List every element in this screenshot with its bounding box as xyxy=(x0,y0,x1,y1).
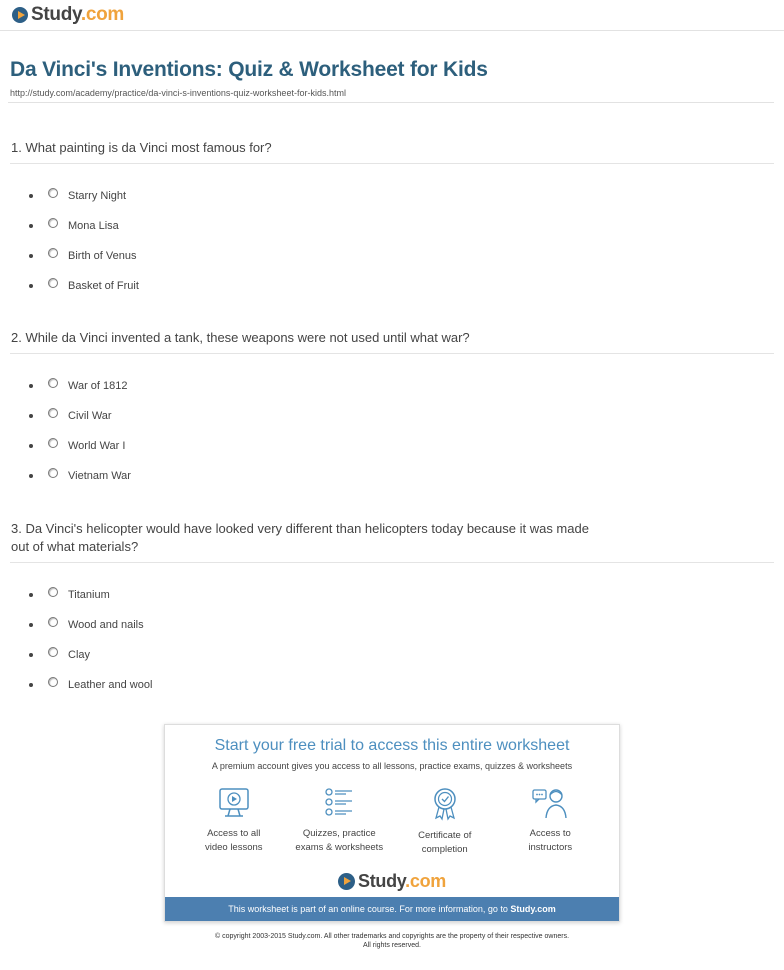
bullet-icon xyxy=(29,683,33,687)
copyright-line-2: All rights reserved. xyxy=(363,942,421,949)
feature-instructors xyxy=(500,787,600,857)
radio-button[interactable] xyxy=(48,378,58,388)
answer-option[interactable] xyxy=(10,640,774,670)
bullet-icon xyxy=(29,414,33,418)
study-logo-icon xyxy=(12,7,28,23)
copyright-notice xyxy=(0,932,784,950)
option-label: World War I xyxy=(68,440,126,452)
answer-option[interactable] xyxy=(10,211,774,241)
bullet-icon xyxy=(29,444,33,448)
option-label: Clay xyxy=(68,649,91,661)
option-label: Birth of Venus xyxy=(68,250,137,262)
radio-button[interactable] xyxy=(48,677,58,687)
option-label: Mona Lisa xyxy=(68,220,119,232)
bullet-icon xyxy=(29,254,33,258)
bullet-icon xyxy=(29,284,33,288)
quiz-list-icon xyxy=(322,787,356,819)
answer-option[interactable] xyxy=(10,371,774,401)
question-text: 1. What painting is da Vinci most famous for? xyxy=(11,140,272,155)
radio-button[interactable] xyxy=(48,468,58,478)
study-logo[interactable] xyxy=(12,4,124,26)
premium-promo-box xyxy=(164,724,620,922)
option-label: Basket of Fruit xyxy=(68,280,139,292)
radio-button[interactable] xyxy=(48,278,58,288)
copyright-line-1: © copyright 2003-2015 Study.com. All other trademarks and copyrights are the property of their respective owners. xyxy=(214,933,570,940)
feature-certificate xyxy=(395,787,495,857)
video-lesson-icon xyxy=(217,787,251,819)
promo-title[interactable]: Start your free trial to access this entire worksheet xyxy=(214,737,570,754)
question-1 xyxy=(10,139,774,301)
radio-button[interactable] xyxy=(48,647,58,657)
instructor-chat-icon xyxy=(531,787,569,819)
question-divider xyxy=(10,353,774,354)
bullet-icon xyxy=(29,474,33,478)
option-label: War of 1812 xyxy=(68,380,128,392)
banner-text: This worksheet is part of an online course. For more information, go to xyxy=(228,904,511,914)
feature-video-lessons xyxy=(184,787,284,857)
answer-options xyxy=(10,580,774,700)
radio-button[interactable] xyxy=(48,218,58,228)
title-divider xyxy=(8,102,774,103)
answer-option[interactable] xyxy=(10,580,774,610)
question-divider xyxy=(10,562,774,563)
answer-option[interactable] xyxy=(10,271,774,301)
radio-button[interactable] xyxy=(48,617,58,627)
question-2 xyxy=(10,329,774,491)
answer-option[interactable] xyxy=(10,670,774,700)
radio-button[interactable] xyxy=(48,587,58,597)
radio-button[interactable] xyxy=(48,188,58,198)
answer-option[interactable] xyxy=(10,461,774,491)
option-label: Vietnam War xyxy=(68,470,131,482)
question-text-line-2: out of what materials? xyxy=(11,539,139,554)
promo-study-logo[interactable] xyxy=(165,871,619,892)
answer-options xyxy=(10,371,774,491)
bullet-icon xyxy=(29,653,33,657)
radio-button[interactable] xyxy=(48,408,58,418)
question-3 xyxy=(10,520,774,700)
feature-quizzes xyxy=(289,787,389,857)
radio-button[interactable] xyxy=(48,248,58,258)
study-logo-text: Study.com xyxy=(31,4,125,25)
bullet-icon xyxy=(29,194,33,198)
answer-option[interactable] xyxy=(10,181,774,211)
question-text: 2. While da Vinci invented a tank, these weapons were not used until what war? xyxy=(11,330,470,345)
answer-option[interactable] xyxy=(10,431,774,461)
promo-banner xyxy=(165,897,619,921)
feature-label: Access to all video lessons xyxy=(204,828,263,853)
option-label: Titanium xyxy=(68,589,110,601)
certificate-ribbon-icon xyxy=(428,787,462,821)
option-label: Civil War xyxy=(68,410,112,422)
bullet-icon xyxy=(29,623,33,627)
study-logo-icon xyxy=(338,873,355,890)
option-label: Starry Night xyxy=(68,190,127,202)
study-logo-text: Study.com xyxy=(358,871,446,891)
bullet-icon xyxy=(29,593,33,597)
feature-label: Access to instructors xyxy=(528,828,573,853)
question-divider xyxy=(10,163,774,164)
bullet-icon xyxy=(29,224,33,228)
promo-subtitle: A premium account gives you access to all lessons, practice exams, quizzes & worksheets xyxy=(211,761,573,771)
option-label: Wood and nails xyxy=(68,619,144,631)
page-title: Da Vinci's Inventions: Quiz & Worksheet for Kids xyxy=(10,58,488,81)
answer-option[interactable] xyxy=(10,241,774,271)
question-text-line-1: 3. Da Vinci's helicopter would have looked very different than helicopters today because it was made xyxy=(11,521,589,536)
bullet-icon xyxy=(29,384,33,388)
banner-link[interactable]: Study.com xyxy=(510,904,556,914)
page-url: http://study.com/academy/practice/da-vinci-s-inventions-quiz-worksheet-for-kids.html xyxy=(10,88,346,98)
option-label: Leather and wool xyxy=(68,679,153,691)
promo-features xyxy=(165,787,619,857)
feature-label: Quizzes, practice exams & worksheets xyxy=(295,828,384,853)
question-text xyxy=(10,520,774,556)
header-divider xyxy=(0,30,784,31)
radio-button[interactable] xyxy=(48,438,58,448)
answer-option[interactable] xyxy=(10,401,774,431)
feature-label: Certificate of completion xyxy=(418,830,472,855)
answer-options xyxy=(10,181,774,301)
answer-option[interactable] xyxy=(10,610,774,640)
